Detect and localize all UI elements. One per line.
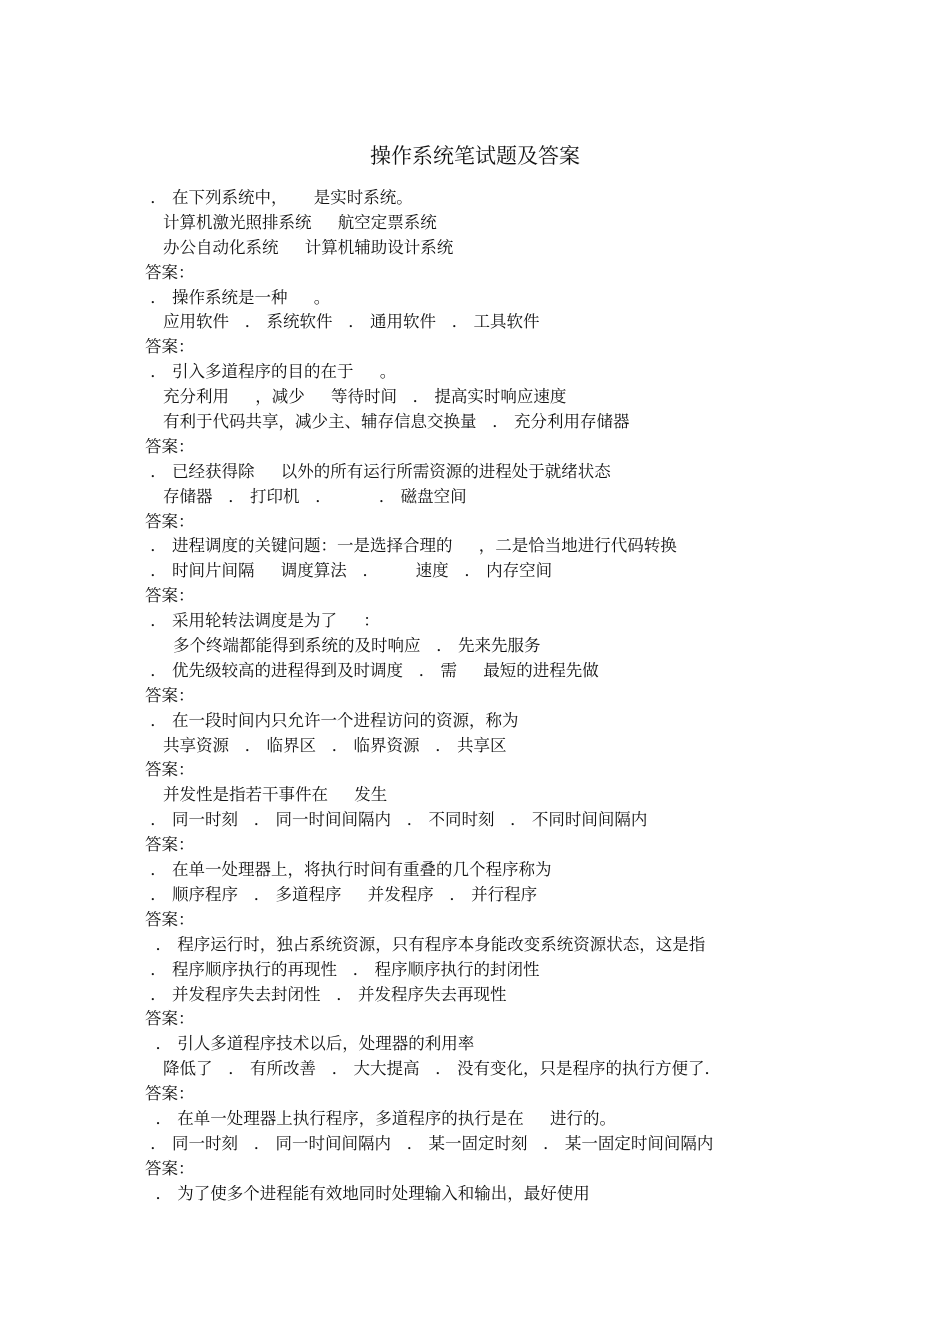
question-list [145, 186, 905, 1207]
text-line: ． 同一时刻 ． 同一时间间隔内 ． 某一固定时刻 ． 某一固定时间间隔内 [145, 1133, 714, 1153]
answer-label: 答案： [145, 1158, 195, 1178]
text-line: ． 在一段时间内只允许一个进程访问的资源，称为 [145, 710, 519, 730]
answer-label: 答案： [145, 262, 195, 282]
text-line: ． 并发程序失去封闭性 ． 并发程序失去再现性 [145, 984, 507, 1004]
text-line: 充分利用 ，减少 等待时间 ． 提高实时响应速度 [163, 387, 567, 407]
text-line: ． 引入多道程序的目的在于 。 [145, 362, 397, 382]
text-line: 存储器 ． 打印机 ． ． 磁盘空间 [163, 486, 467, 506]
answer-label: 答案： [145, 909, 195, 929]
text-line: 有利于代码共享，减少主、辅存信息交换量 ． 充分利用存储器 [163, 412, 630, 432]
text-line: ． 程序顺序执行的再现性 ． 程序顺序执行的封闭性 [145, 959, 540, 979]
text-line: ． 引人多道程序技术以后，处理器的利用率 [145, 1034, 475, 1054]
document-title: 操作系统笔试题及答案 [370, 144, 580, 168]
text-line: ． 为了使多个进程能有效地同时处理输入和输出，最好使用 [145, 1183, 590, 1203]
answer-label: 答案： [145, 1084, 195, 1104]
text-line: 共享资源 ． 临界区 ． 临界资源 ． 共享区 [163, 735, 507, 755]
answer-label: 答案： [145, 1009, 195, 1029]
text-line: ． 顺序程序 ． 多道程序 并发程序 ． 并行程序 [145, 884, 538, 904]
answer-label: 答案： [145, 586, 195, 606]
text-line: ． 进程调度的关键问题：一是选择合理的 ，二是恰当地进行代码转换 [145, 536, 677, 556]
text-line: 计算机激光照排系统 航空定票系统 [163, 212, 437, 232]
text-line: ． 采用轮转法调度是为了 ： [145, 611, 380, 631]
answer-label: 答案： [145, 436, 195, 456]
text-line: ． 优先级较高的进程得到及时调度 ． 需 最短的进程先做 [145, 660, 599, 680]
text-line: ． 在单一处理器上执行程序，多道程序的执行是在 进行的。 [145, 1108, 616, 1128]
answer-label: 答案： [145, 337, 195, 357]
text-line: ． 程序运行时，独占系统资源，只有程序本身能改变系统资源状态，这是指 [145, 934, 706, 954]
text-line: 并发性是指若干事件在 发生 [163, 785, 388, 805]
answer-label: 答案： [145, 511, 195, 531]
answer-label: 答案： [145, 760, 195, 780]
text-line: 降低了 ． 有所改善 ． 大大提高 ． 没有变化，只是程序的执行方便了． [163, 1059, 721, 1079]
text-line: ． 时间片间隔 调度算法 ． 速度 ． 内存空间 [145, 561, 553, 581]
text-line: ． 在单一处理器上，将执行时间有重叠的几个程序称为 [145, 860, 552, 880]
answer-label: 答案： [145, 835, 195, 855]
text-line: ． 已经获得除 以外的所有运行所需资源的进程处于就绪状态 [145, 461, 611, 481]
text-line: ． 同一时刻 ． 同一时间间隔内 ． 不同时刻 ． 不同时间间隔内 [145, 810, 648, 830]
answer-label: 答案： [145, 685, 195, 705]
text-line: ． 在下列系统中， 是实时系统。 [145, 188, 413, 207]
text-line: 多个终端都能得到系统的及时响应 ． 先来先服务 [173, 636, 541, 656]
text-line: 应用软件 ． 系统软件 ． 通用软件 ． 工具软件 [163, 312, 540, 332]
text-line: 办公自动化系统 计算机辅助设计系统 [163, 237, 454, 257]
text-line: ． 操作系统是一种 。 [145, 287, 331, 307]
